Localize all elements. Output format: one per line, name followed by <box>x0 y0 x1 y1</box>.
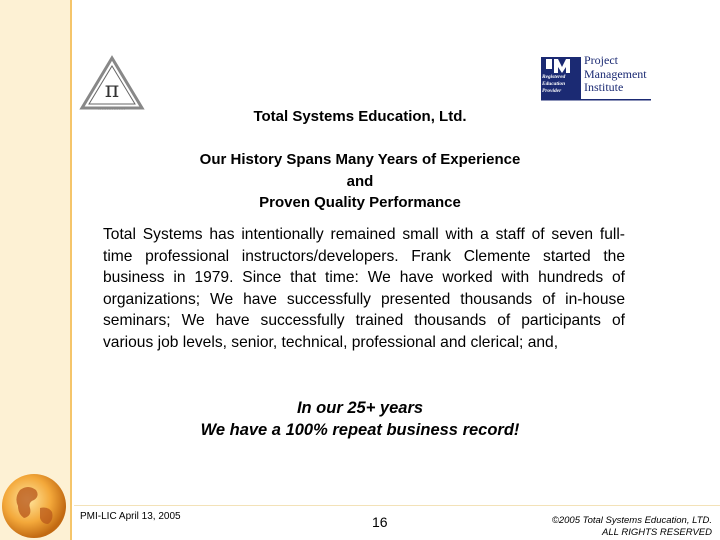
pmi-wordmark <box>584 54 654 95</box>
pmi-badge-1: Registered <box>542 74 566 80</box>
closing-statement <box>0 397 720 441</box>
pmi-badge-2: Education <box>542 81 566 87</box>
closing-line-2: We have a 100% repeat business record! <box>200 421 520 439</box>
pmi-line-2: Management <box>584 66 647 81</box>
tse-logo <box>79 55 145 113</box>
headline-line-3: Proven Quality Performance <box>259 194 461 211</box>
slide-headline <box>0 149 720 214</box>
footer-divider <box>74 505 720 506</box>
copyright-line-2: ALL RIGHTS RESERVED <box>602 527 712 538</box>
pmi-line-3: Institute <box>584 80 624 94</box>
decorative-sidebar <box>0 0 70 540</box>
pmi-badge-3: Provider <box>542 88 562 94</box>
pi-symbol: π <box>104 78 120 103</box>
globe-icon <box>0 468 72 540</box>
sidebar-divider <box>70 0 72 540</box>
pmi-line-1: Project <box>584 53 618 67</box>
pmi-badge <box>542 74 582 95</box>
body-paragraph: Total Systems has intentionally remained small with a staff of seven full-time professional instructors/developers. Frank Clemente started the business in 1979. Since that time: We have worked with hundreds of organizations; We have successfully presented thousands of in-house seminars; We have successfully trained thousands of participants of various job levels, senior, technical, professional and clerical; and, <box>103 226 625 351</box>
closing-line-1: In our 25+ years <box>296 399 424 417</box>
headline-line-2: and <box>346 172 374 190</box>
footer-date: PMI-LIC April 13, 2005 <box>80 511 181 522</box>
copyright-notice <box>552 515 712 539</box>
svg-text:ꞏꞏꞏꞏꞏꞏꞏꞏꞏꞏꞏꞏꞏꞏꞏꞏ: ꞏꞏꞏꞏꞏꞏꞏꞏꞏꞏꞏꞏꞏꞏꞏꞏ <box>98 107 126 112</box>
copyright-line-1: ©2005 Total Systems Education, LTD. <box>551 515 712 526</box>
page-number: 16 <box>372 514 388 530</box>
headline-line-1: Our History Spans Many Years of Experience <box>199 151 521 168</box>
company-name: Total Systems Education, Ltd. <box>253 108 467 125</box>
